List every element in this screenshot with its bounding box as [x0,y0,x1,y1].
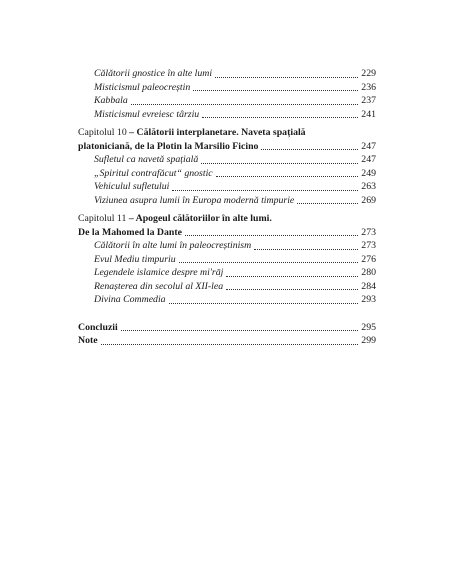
toc-entry-page: 263 [361,181,376,192]
toc-entry-label: Călătorii gnostice în alte lumi [94,68,213,79]
toc-entry-page: 269 [361,194,376,206]
dot-leader [254,248,358,250]
toc-entry-label: Note [78,335,98,346]
dot-leader [169,302,359,304]
toc-entry-label: Legendele islamice despre mi'rāj [94,267,224,278]
toc-entry-conclusions [78,321,376,335]
toc-entry-label: Divina Commedia [94,294,166,305]
toc-entry [78,239,376,253]
chapter-page: 247 [361,140,376,152]
toc-entry-page: 237 [361,95,376,106]
toc-entry [78,94,376,108]
toc-entry-page: 280 [361,267,376,278]
dot-leader [226,275,358,277]
toc-entry [78,280,376,294]
toc-entry [78,194,376,208]
chapter-title-cont: platoniciană, de la Plotin la Marsilio Ficino [78,140,259,152]
dot-leader [261,148,358,150]
toc-entry [78,180,376,194]
chapter-title: – Apogeul călătoriilor în alte lumi. [128,213,272,224]
table-of-contents [78,67,376,348]
toc-entry-page: 276 [361,253,376,265]
toc-entry-label: Renașterea din secolul al XII-lea [94,280,224,292]
toc-entry-page: 299 [361,335,376,346]
toc-entry-page: 229 [361,68,376,79]
chapter-11-title-line2 [78,226,376,240]
chapter-title: – Călătorii interplanetare. Naveta spațială [129,127,306,138]
toc-entry-label: Vehiculul sufletului [94,181,170,192]
dot-leader [179,261,359,263]
toc-entry-label: Misticismul evreiesc târziu [94,108,200,120]
toc-entry [78,266,376,280]
dot-leader [121,329,359,331]
toc-entry-page: 293 [361,294,376,305]
toc-entry-page: 249 [361,167,376,179]
toc-entry-page: 236 [361,81,376,93]
chapter-11-heading [78,212,376,226]
toc-entry-label: Călătorii în alte lumi în paleocreștinism [94,240,252,251]
chapter-number: Capitolul 10 [78,127,127,138]
toc-entry [78,293,376,307]
dot-leader [172,189,358,191]
toc-entry [78,253,376,267]
dot-leader [202,116,358,118]
toc-entry [78,153,376,167]
toc-entry-page: 284 [361,280,376,292]
toc-entry [78,81,376,95]
dot-leader [201,162,358,164]
chapter-number: Capitolul 11 [78,213,127,224]
chapter-10-title-line2 [78,140,376,154]
dot-leader [226,288,358,290]
toc-entry-label: Viziunea asupra lumii în Europa modernă timpurie [94,194,295,206]
toc-entry-label: „Spiritul contrafăcut“ gnostic [94,167,213,179]
dot-leader [297,202,358,204]
toc-entry [78,67,376,81]
dot-leader [193,89,358,91]
toc-entry-label: Misticismul paleocreștin [94,81,191,93]
toc-entry-page: 295 [361,321,376,333]
toc-entry-page: 241 [361,108,376,120]
dot-leader [215,76,358,78]
dot-leader [131,103,359,105]
toc-entry-label: Sufletul ca navetă spațială [94,154,199,165]
dot-leader [185,234,358,236]
toc-entry-notes [78,334,376,348]
chapter-title-cont: De la Mahomed la Dante [78,226,182,238]
dot-leader [101,343,359,345]
toc-entry-page: 247 [361,154,376,165]
dot-leader [216,175,359,177]
toc-entry-label: Kabbala [94,95,128,106]
chapter-page: 273 [361,226,376,238]
toc-entry-label: Concluzii [78,321,118,333]
toc-entry [78,108,376,122]
chapter-10-heading [78,126,376,140]
toc-entry-label: Evul Mediu timpuriu [94,253,176,265]
toc-entry-page: 273 [361,240,376,251]
toc-entry [78,167,376,181]
